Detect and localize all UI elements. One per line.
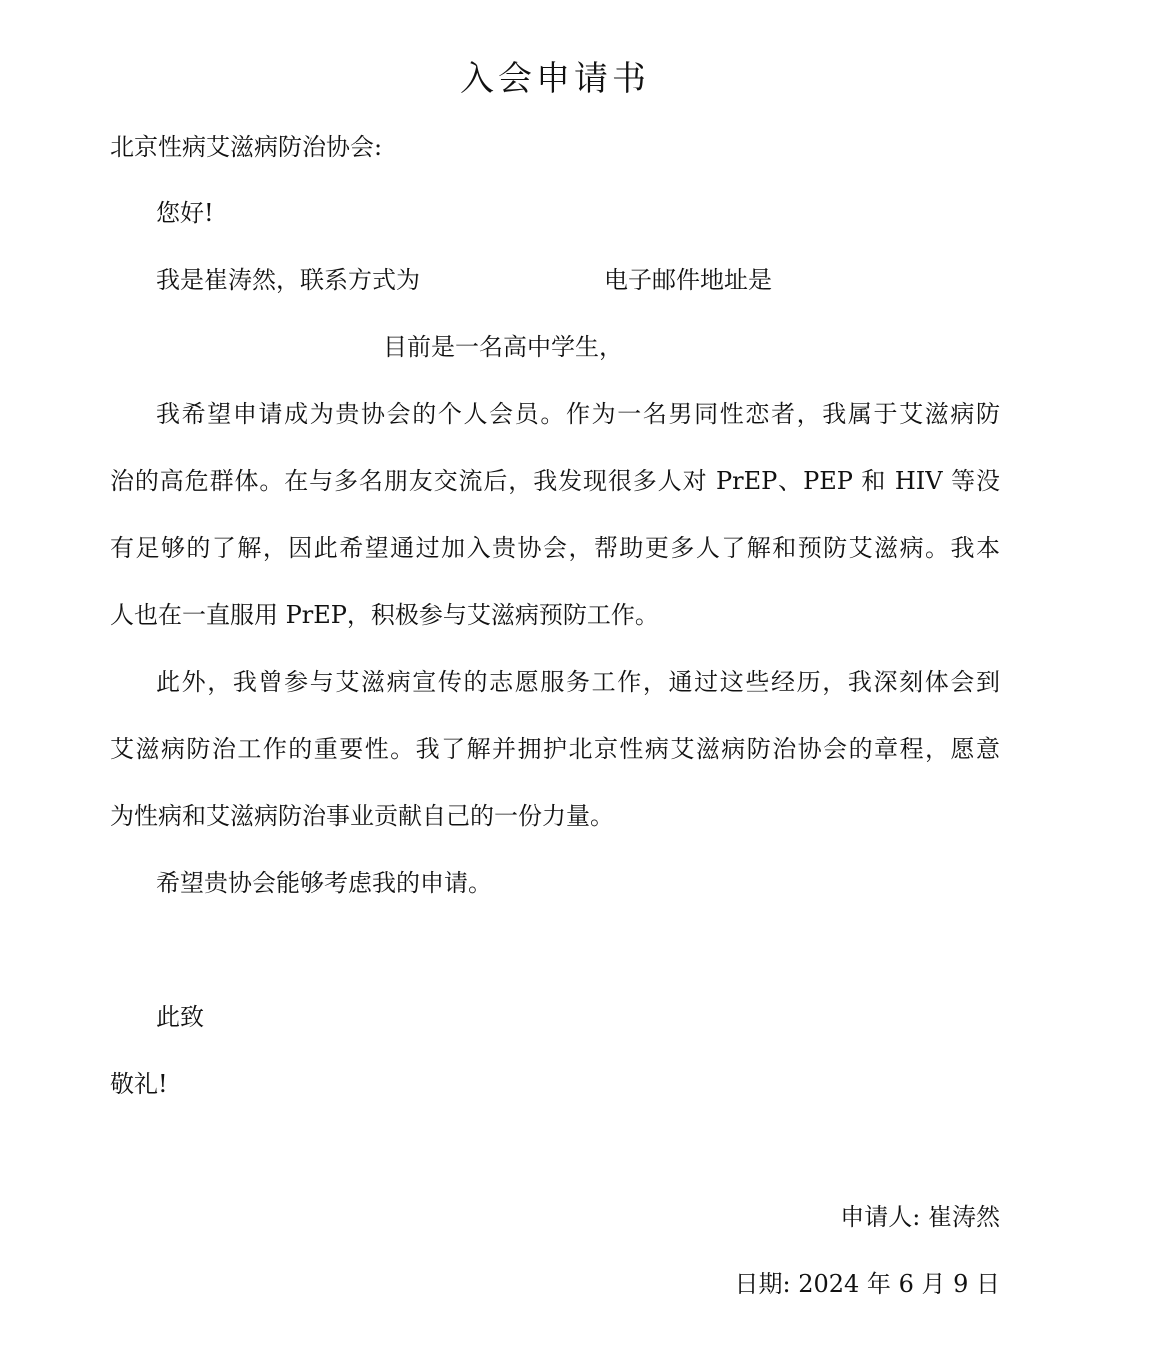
document-title: 入会申请书 [460,59,650,99]
paragraph2-line4: 人也在一直服用 PrEP，积极参与艾滋病预防工作。 [110,601,659,629]
intro-line-contact: 我是崔涛然，联系方式为 [156,266,420,294]
applicant-signature: 申请人: 崔涛然 [840,1203,1000,1231]
closing-respectfully: 此致 [156,1003,204,1031]
salutation: 北京性病艾滋病防治协会: [110,133,383,161]
date-line: 日期: 2024 年 6 月 9 日 [734,1270,1000,1298]
redacted-contact [428,262,596,298]
paragraph3-line3: 为性病和艾滋病防治事业贡献自己的一份力量。 [110,802,614,830]
paragraph2-line3: 有足够的了解，因此希望通过加入贵协会，帮助更多人了解和预防艾滋病。我本 [110,534,1000,562]
closing-salute: 敬礼! [110,1070,168,1098]
intro-line-student: 目前是一名高中学生， [383,333,623,361]
closing-request: 希望贵协会能够考虑我的申请。 [156,869,492,897]
paragraph3-line1: 此外，我曾参与艾滋病宣传的志愿服务工作，通过这些经历，我深刻体会到 [156,668,1000,696]
paragraph2-line1: 我希望申请成为贵协会的个人会员。作为一名男同性恋者，我属于艾滋病防 [156,400,1000,428]
paragraph2-line2: 治的高危群体。在与多名朋友交流后，我发现很多人对 PrEP、PEP 和 HIV 等没 [110,467,1000,495]
greeting: 您好! [156,199,214,227]
paragraph3-line2: 艾滋病防治工作的重要性。我了解并拥护北京性病艾滋病防治协会的章程，愿意 [110,735,1000,763]
intro-line-email: 电子邮件地址是 [604,266,772,294]
